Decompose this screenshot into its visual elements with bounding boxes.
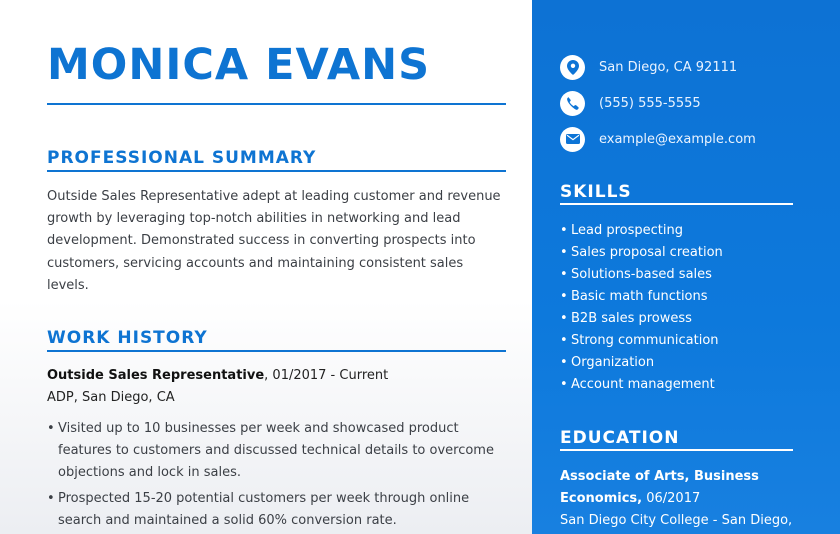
job-bullets [47,418,505,534]
phone-text: (555) 555-5555 [599,95,701,111]
skill-item: • Lead prospecting [560,220,723,242]
location-pin-icon [560,55,585,80]
candidate-name: MONICA EVANS [47,40,431,90]
job-header [47,368,388,383]
education-heading: EDUCATION [560,428,680,448]
skills-divider [560,203,793,205]
job-company: ADP, San Diego, CA [47,390,175,405]
education-divider [560,449,793,451]
envelope-icon [560,127,585,152]
skill-item: • Account management [560,374,723,396]
contact-email [560,126,756,152]
phone-icon [560,91,585,116]
job-dates: , 01/2017 - Current [264,368,389,383]
job-bullet: • Prospected 15-20 potential customers per week through online search and maintained a solid 60% conversion rate. [47,488,505,532]
job-bullet: • Visited up to 10 businesses per week and showcased product features to customers and discussed technical details to overcome objections and lock in sales. [47,418,505,485]
work-history-divider [47,350,506,352]
degree-name: Associate of Arts, Business Economics, [560,469,759,506]
job-title: Outside Sales Representative [47,368,265,383]
skill-item: • Organization [560,352,723,374]
main-column [47,0,507,534]
skill-item: • Solutions-based sales [560,264,723,286]
name-divider [47,103,506,105]
skill-item: • Strong communication [560,330,723,352]
skills-list [560,220,723,396]
sidebar [532,0,840,534]
summary-text: Outside Sales Representative adept at leading customer and revenue growth by leveraging top-notch abilities in networking and lead development. Demonstrated success in converting prospects into customers, servicing accounts and maintaining consistent sales levels. [47,189,501,293]
skill-item: • Sales proposal creation [560,242,723,264]
summary-heading: PROFESSIONAL SUMMARY [47,148,317,168]
work-history-heading: WORK HISTORY [47,328,208,348]
education-school: San Diego City College - San Diego, [560,513,793,528]
education-degree [560,466,800,510]
skill-item: • B2B sales prowess [560,308,723,330]
contact-phone [560,90,701,116]
contact-location [560,54,737,80]
location-text: San Diego, CA 92111 [599,59,738,75]
skills-heading: SKILLS [560,182,632,202]
email-text[interactable]: example@example.com [599,131,756,147]
degree-date: 06/2017 [642,491,701,506]
summary-divider [47,170,506,172]
skill-item: • Basic math functions [560,286,723,308]
